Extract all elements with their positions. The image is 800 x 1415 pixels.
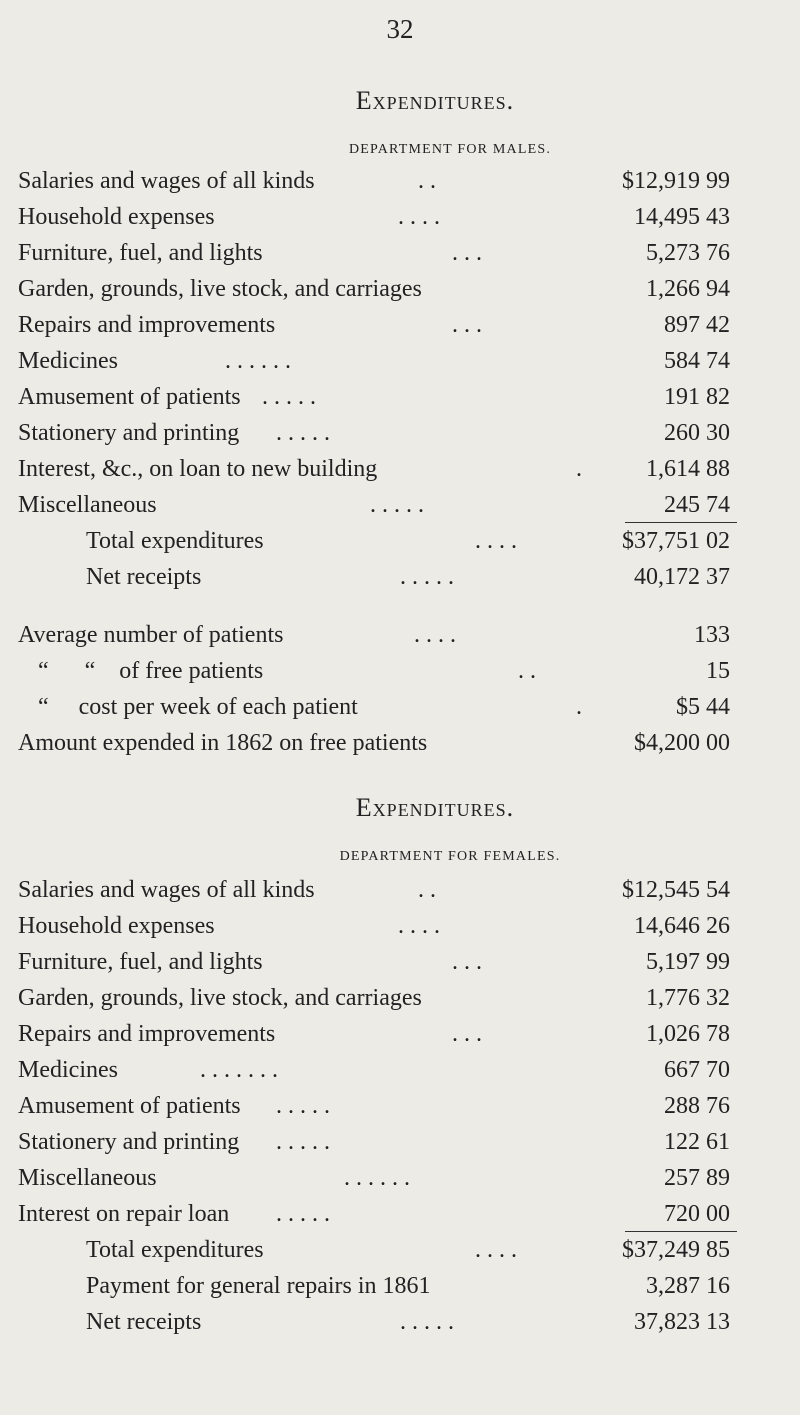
table-row [0,872,800,908]
table-row [0,1016,800,1052]
stat-value: $4,200 00 [634,730,730,756]
row-label: Amusement of patients [18,384,241,410]
table-row [0,163,800,199]
table-row [0,415,800,451]
row-label: Garden, grounds, live stock, and carriages [18,985,422,1011]
net-receipts-row [0,1304,800,1340]
table-row [0,199,800,235]
row-leader: . . . [452,949,482,975]
stat-row [0,725,800,761]
row-leader: . . . . . . [225,348,291,374]
row-label: Furniture, fuel, and lights [18,240,263,266]
row-leader: . . . . . [400,564,454,590]
females-subheading: DEPARTMENT FOR FEMALES. [339,849,561,864]
table-row [0,487,800,523]
row-leader: . . . . [398,913,440,939]
row-label: Salaries and wages of all kinds [18,168,315,194]
row-leader: . . . . . [276,420,330,446]
row-leader: . . . . [475,528,517,554]
row-label: Household expenses [18,204,215,230]
net-receipts-label: Net receipts [86,564,202,590]
payment-row [0,1268,800,1304]
row-leader: . . . . . [400,1309,454,1335]
payment-label: Payment for general repairs in 1861 [86,1273,431,1299]
row-label: Medicines [18,348,118,374]
table-row [0,980,800,1016]
stat-label: Average number of patients [18,622,284,648]
table-row [0,1160,800,1196]
row-label: Medicines [18,1057,118,1083]
total-label: Total expenditures [86,528,264,554]
row-label: Interest on repair loan [18,1201,230,1227]
row-amount: 257 89 [664,1165,730,1191]
row-amount: 1,026 78 [646,1021,730,1047]
stat-value: 15 [706,658,730,684]
row-leader: . [576,694,582,720]
stat-row [0,617,800,653]
row-leader: . . . . . [276,1201,330,1227]
net-receipts-label: Net receipts [86,1309,202,1335]
total-amount: $37,249 85 [622,1237,730,1263]
row-leader: . . . . . [370,492,424,518]
males-subheading: DEPARTMENT FOR MALES. [348,142,552,157]
row-amount: 897 42 [664,312,730,338]
stat-value: 133 [694,622,730,648]
net-receipts-amount: 37,823 13 [634,1309,730,1335]
row-leader: . . [418,168,436,194]
row-leader: . . [518,658,536,684]
row-leader: . . . . . [276,1129,330,1155]
table-row [0,944,800,980]
row-amount: 584 74 [664,348,730,374]
row-label: Salaries and wages of all kinds [18,877,315,903]
row-amount: 14,646 26 [634,913,730,939]
stat-label: “ “ of free patients [38,658,264,684]
row-amount: 720 00 [664,1201,730,1227]
row-amount: $12,545 54 [622,877,730,903]
total-row [0,523,800,559]
row-leader: . . . . [398,204,440,230]
row-amount: 191 82 [664,384,730,410]
row-label: Stationery and printing [18,420,240,446]
row-leader: . . . [452,312,482,338]
table-row [0,343,800,379]
females-heading: Expenditures. [355,793,515,822]
row-label: Garden, grounds, live stock, and carriages [18,276,422,302]
row-amount: $12,919 99 [622,168,730,194]
row-leader: . . . . . . . [200,1057,278,1083]
table-row [0,235,800,271]
table-row [0,451,800,487]
row-amount: 5,197 99 [646,949,730,975]
row-amount: 1,266 94 [646,276,730,302]
row-amount: 260 30 [664,420,730,446]
stat-label: Amount expended in 1862 on free patients [18,730,428,756]
row-label: Interest, &c., on loan to new building [18,456,378,482]
total-label: Total expenditures [86,1237,264,1263]
page-number: 32 [386,14,414,44]
stat-label: “ cost per week of each patient [38,694,358,720]
total-amount: $37,751 02 [622,528,730,554]
row-leader: . . . . [475,1237,517,1263]
table-row [0,307,800,343]
males-heading: Expenditures. [355,86,515,115]
net-receipts-amount: 40,172 37 [634,564,730,590]
row-amount: 1,614 88 [646,456,730,482]
row-amount: 122 61 [664,1129,730,1155]
row-amount: 667 70 [664,1057,730,1083]
row-label: Amusement of patients [18,1093,241,1119]
row-label: Stationery and printing [18,1129,240,1155]
row-label: Repairs and improvements [18,1021,276,1047]
row-amount: 1,776 32 [646,985,730,1011]
row-label: Repairs and improvements [18,312,276,338]
row-leader: . . [418,877,436,903]
row-label: Miscellaneous [18,492,157,518]
table-row [0,1088,800,1124]
table-row [0,1052,800,1088]
stat-value: $5 44 [676,694,730,720]
row-leader: . . . [452,240,482,266]
row-leader: . . . . . . [344,1165,410,1191]
table-row [0,271,800,307]
row-label: Furniture, fuel, and lights [18,949,263,975]
net-receipts-row [0,559,800,595]
table-row [0,1196,800,1232]
row-label: Miscellaneous [18,1165,157,1191]
total-row [0,1232,800,1268]
stat-row [0,653,800,689]
row-leader: . . . . . [276,1093,330,1119]
row-amount: 245 74 [664,492,730,518]
row-leader: . [576,456,582,482]
row-leader: . . . . . [262,384,316,410]
row-amount: 14,495 43 [634,204,730,230]
table-row [0,379,800,415]
row-leader: . . . . [414,622,456,648]
row-leader: . . . [452,1021,482,1047]
payment-amount: 3,287 16 [646,1273,730,1299]
table-row [0,908,800,944]
stat-row [0,689,800,725]
table-row [0,1124,800,1160]
row-amount: 288 76 [664,1093,730,1119]
row-amount: 5,273 76 [646,240,730,266]
row-label: Household expenses [18,913,215,939]
